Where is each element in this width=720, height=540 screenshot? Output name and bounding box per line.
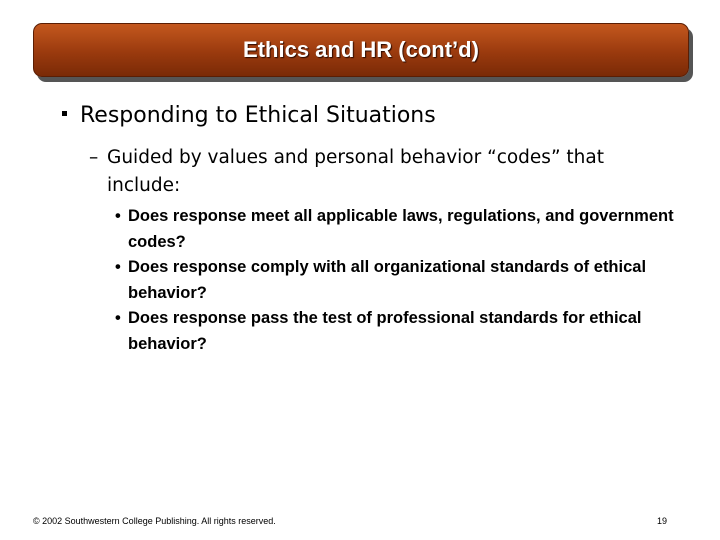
question-text: Does response pass the test of professional standards for ethical behavior? [128,309,642,353]
list-item [115,306,675,357]
question-text: Does response meet all applicable laws, regulations, and government codes? [128,207,674,251]
list-item [115,255,675,306]
question-list [115,204,675,357]
square-bullet-icon [62,111,67,116]
dash-icon: – [89,147,99,168]
sub-bullet [89,144,649,200]
main-bullet [62,103,436,128]
bullet-dot-icon: • [115,309,121,327]
list-item [115,204,675,255]
copyright-footer: © 2002 Southwestern College Publishing. All rights reserved. [33,516,276,526]
page-number: 19 [656,516,667,526]
question-text: Does response comply with all organizational standards of ethical behavior? [128,258,647,302]
sub-bullet-text: Guided by values and personal behavior “codes” that include: [107,147,604,196]
main-bullet-text: Responding to Ethical Situations [80,103,436,128]
title-banner [33,23,689,77]
bullet-dot-icon: • [115,207,121,225]
slide-title: Ethics and HR (cont’d) [243,37,479,62]
bullet-dot-icon: • [115,258,121,276]
